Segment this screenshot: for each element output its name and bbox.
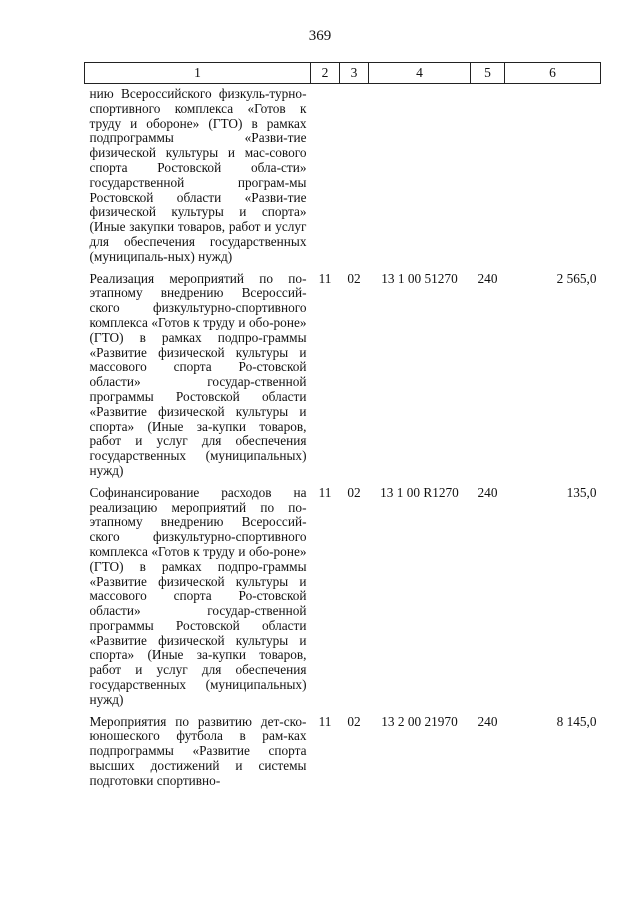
row-target-article: 13 1 00 R1270 [380,484,459,500]
table-body [85,84,601,794]
row-amount: 135,0 [566,484,597,500]
header-col-1: 1 [85,63,311,84]
header-col-4: 4 [369,63,471,84]
header-col-2: 2 [311,63,340,84]
table-row [85,713,601,794]
row-expense-type: 240 [477,270,498,286]
table-row [85,270,601,484]
row-expense-type: 240 [477,713,498,729]
row-target-article: 13 2 00 21970 [381,713,458,729]
row-expense-type: 240 [477,484,498,500]
row-name: Софинансирование расходов на реализацию мероприятий по по-этапному внедрению Всероссий-ского физкультурно-спортивного комплекса «Готов к труду и обо-роне» (ГТО) в рамках подпро-граммы «Развитие физической культуры и массового спорта Ро-стовской области» государ-ственной программы Ростовской области «Развитие физической культуры и спорта» (Иные за-купки товаров, работ и услуг для обеспечения государственных (муниципальных) нужд) [89,484,307,707]
row-amount: 8 145,0 [556,713,597,729]
row-subsection: 02 [347,713,361,729]
header-col-5: 5 [471,63,505,84]
table-row [85,84,601,270]
row-target-article: 13 1 00 51270 [381,270,458,286]
row-name: Реализация мероприятий по по-этапному внедрению Всероссий-ского физкультурно-спортивного комплекса «Готов к труду и обо-роне» (ГТО) в рамках подпро-граммы «Развитие физической культуры и массового спорта Ро-стовской области» государ-ственной программы Ростовской области «Развитие физической культуры и спорта» (Иные за-купки товаров, работ и услуг для обеспечения государственных (муниципальных) нужд) [89,270,307,478]
row-section: 11 [318,484,332,500]
row-subsection: 02 [347,270,361,286]
table-row [85,484,601,713]
header-col-6: 6 [505,63,601,84]
page-number: 369 [308,28,332,44]
row-subsection [340,84,369,270]
row-section [311,84,340,270]
row-amount [505,84,601,270]
row-name: Мероприятия по развитию дет-ско-юношеского футбола в рам-ках подпрограммы «Развитие спорта высших достижений и системы подготовки спортивно- [89,713,307,788]
row-name: нию Всероссийского физкуль-турно-спортивного комплекса «Готов к труду и обороне» (ГТО) в рамках подпрограммы «Разви-тие физической культуры и мас-сового спорта Ростовской обла-сти» государственной програм-мы Ростовской области «Разви-тие физической культуры и спорта» (Иные закупки товаров, работ и услуг для обеспечения государственных (муниципаль-ных) нужд) [89,86,307,264]
row-amount: 2 565,0 [556,270,597,286]
budget-table [84,62,601,794]
row-section: 11 [318,713,332,729]
row-target-article [369,84,471,270]
row-expense-type [471,84,505,270]
header-col-3: 3 [340,63,369,84]
table-header [85,63,601,84]
row-subsection: 02 [347,484,361,500]
row-section: 11 [318,270,332,286]
header-row [85,63,601,84]
